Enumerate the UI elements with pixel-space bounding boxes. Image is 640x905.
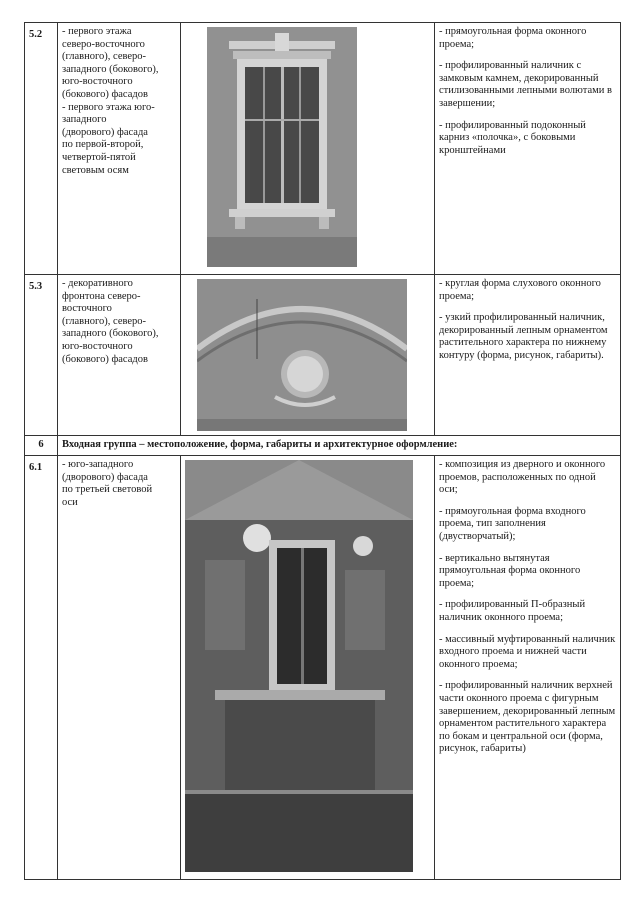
feature-item: - прямоугольная форма оконного проема;: [439, 26, 587, 50]
location-text: - юго-западного (дворового) фасада по третьей световой оси: [58, 456, 181, 880]
feature-item: - профилированный наличник верхней части оконного проема с фигурным завершением, декорированный лепным орнаментом растительного характера по бокам и центральной оси (форма, рисунок, габариты): [439, 680, 616, 755]
photo-cell: [181, 275, 435, 436]
feature-item: - вертикально вытянутая прямоугольная форма оконного проема;: [439, 552, 581, 589]
document-sheet: [24, 22, 620, 888]
table-row-6-1: [25, 456, 621, 880]
section-number: 6: [25, 436, 58, 456]
features-list: [435, 275, 621, 436]
feature-item: - композиция из дверного и оконного проемов, расположенных по одной оси;: [439, 459, 606, 496]
feature-item: - профилированный П-образный наличник оконного проема;: [439, 599, 586, 623]
table-row-5-2: [25, 23, 621, 275]
row-number: 6.1: [25, 456, 58, 880]
feature-item: - узкий профилированный наличник, декорированный лепным орнаментом растительного характера по нижнему контуру (форма, рисунок, габариты).: [439, 312, 608, 361]
entrance-photo: [185, 460, 413, 872]
section-title: Входная группа – местоположение, форма, габариты и архитектурное оформление:: [58, 436, 621, 456]
photo-cell: [181, 23, 435, 275]
heritage-table: [24, 22, 621, 880]
features-list: [435, 456, 621, 880]
feature-item: - профилированный подоконный карниз «полочка», с боковыми кронштейнами: [439, 119, 586, 156]
pediment-photo: [197, 279, 407, 431]
feature-item: - круглая форма слухового оконного проема;: [439, 278, 601, 302]
feature-item: - прямоугольная форма входного проема, тип заполнения (двустворчатый);: [439, 505, 586, 542]
feature-item: - профилированный наличник с замковым камнем, декорированный стилизованными лепными волютами в завершении;: [439, 60, 612, 109]
feature-item: - массивный муфтированный наличник входного проема и нижней части оконного проема;: [439, 633, 616, 670]
location-text: - декоративного фронтона северо- восточного (главного), северо- западного (бокового), юго-восточного (бокового) фасадов: [58, 275, 181, 436]
table-row-5-3: [25, 275, 621, 436]
window-photo: [207, 27, 357, 267]
location-text: - первого этажа северо-восточного (главного), северо- западного (бокового), юго-восточного (бокового) фасадов - первого этажа юго- западного (дворового) фасада по первой-второй, четвертой-пятой световым осям: [58, 23, 181, 275]
photo-cell: [181, 456, 435, 880]
features-list: [435, 23, 621, 275]
row-number: 5.2: [25, 23, 58, 275]
row-number: 5.3: [25, 275, 58, 436]
section-header-row: [25, 436, 621, 456]
